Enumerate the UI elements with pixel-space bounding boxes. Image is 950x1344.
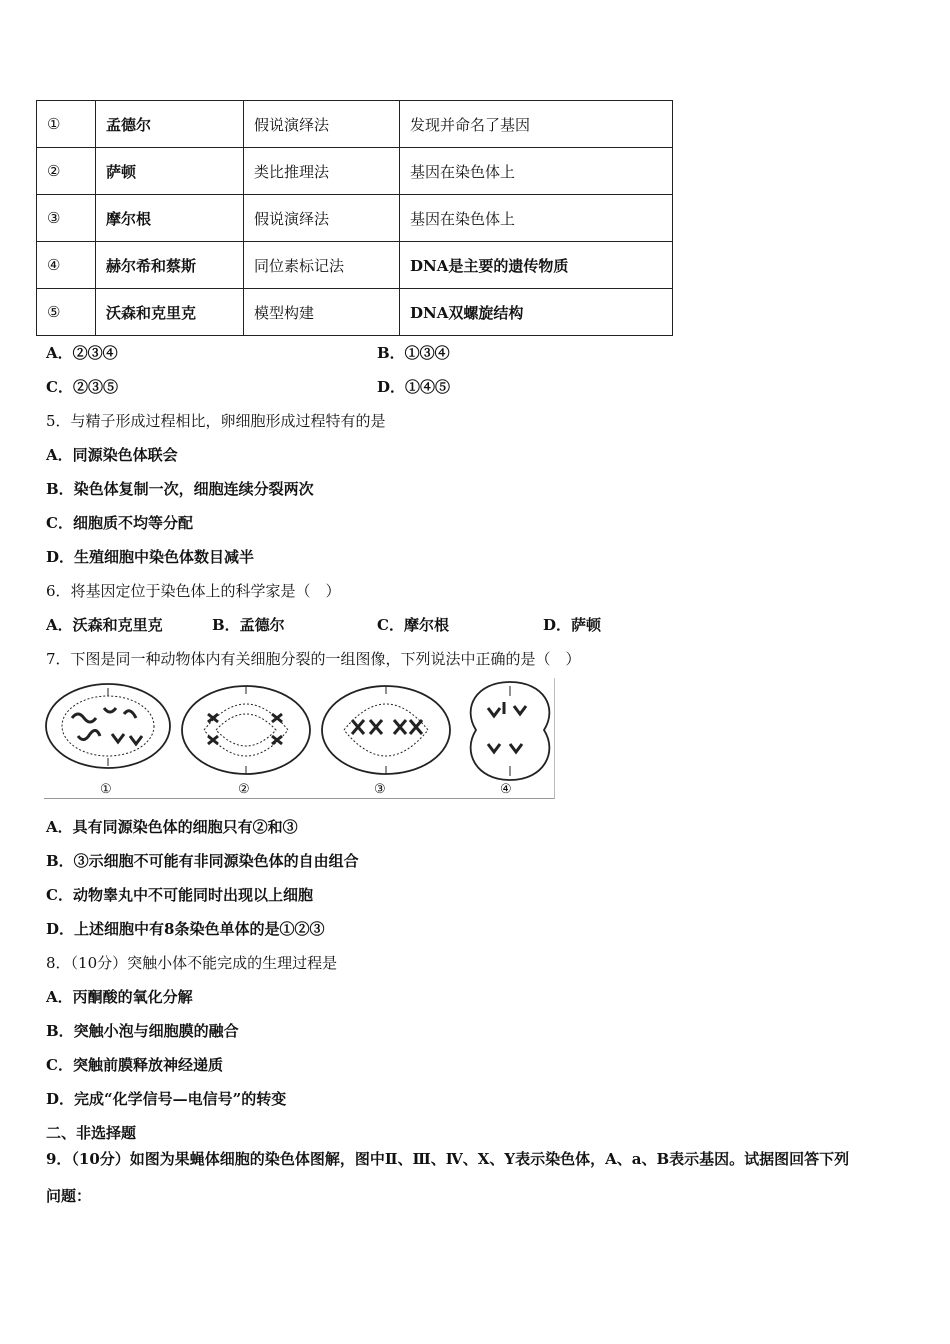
cell-3-drawing (322, 686, 450, 774)
q5-option-b: B．染色体复制一次，细胞连续分裂两次 (46, 480, 314, 498)
table-row (37, 289, 673, 336)
scientists-table (36, 100, 673, 336)
scientist: 摩尔根 (96, 195, 244, 242)
q4-option-d: D．①④⑤ (377, 378, 451, 396)
q4-option-c: C．②③⑤ (46, 378, 118, 396)
method: 同位素标记法 (244, 242, 400, 289)
q5-option-a: A．同源染色体联会 (46, 446, 178, 464)
table-row (37, 242, 673, 289)
q8-option-d: D．完成“化学信号—电信号”的转变 (46, 1090, 287, 1108)
q8-option-b: B．突触小泡与细胞膜的融合 (46, 1022, 239, 1040)
q9-stem-line1 (46, 1148, 849, 1169)
cell-division-figure (44, 678, 555, 799)
q5-stem: 5．与精子形成过程相比，卵细胞形成过程特有的是 (46, 412, 386, 430)
scientist: 萨顿 (96, 148, 244, 195)
table-row (37, 101, 673, 148)
method: 模型构建 (244, 289, 400, 336)
row-number: ② (37, 148, 96, 195)
row-number: ⑤ (37, 289, 96, 336)
q6-option-d: D．萨顿 (543, 616, 602, 634)
q5-option-c: C．细胞质不均等分配 (46, 514, 193, 532)
scientist: 赫尔希和蔡斯 (96, 242, 244, 289)
conclusion: 发现并命名了基因 (400, 101, 673, 148)
q6-option-a: A．沃森和克里克 (46, 616, 163, 634)
cell-4-drawing (471, 682, 550, 780)
q4-option-a: A．②③④ (46, 344, 118, 362)
q8-stem: 8．（10分）突触小体不能完成的生理过程是 (46, 954, 338, 972)
q6-option-b: B．孟德尔 (212, 616, 285, 634)
q9-stem-line2: 问题： (46, 1187, 92, 1205)
q6-option-c: C．摩尔根 (377, 616, 449, 634)
conclusion: 基因在染色体上 (400, 195, 673, 242)
q7-option-d: D．上述细胞中有8条染色单体的是①②③ (46, 920, 325, 938)
cell-label-3: ③ (374, 782, 386, 797)
q5-option-d: D．生殖细胞中染色体数目减半 (46, 548, 255, 566)
method: 类比推理法 (244, 148, 400, 195)
q4-option-b: B．①③④ (377, 344, 450, 362)
method: 假说演绎法 (244, 195, 400, 242)
method: 假说演绎法 (244, 101, 400, 148)
section-heading: 二、非选择题 (46, 1124, 137, 1142)
cell-label-2: ② (238, 782, 250, 797)
scientist: 孟德尔 (96, 101, 244, 148)
table-row (37, 195, 673, 242)
q7-option-c: C．动物睾丸中不可能同时出现以上细胞 (46, 886, 313, 904)
cell-label-1: ① (100, 782, 112, 797)
q8-option-a: A．丙酮酸的氧化分解 (46, 988, 193, 1006)
q9-stem-text: 9．（10分）如图为果蝇体细胞的染色体图解，图中Ⅱ、Ⅲ、Ⅳ、X、Y表示染色体，A、a、B表示基因。试据图回答下列 (46, 1150, 850, 1168)
cell-division-drawing (44, 678, 554, 798)
scientist: 沃森和克里克 (96, 289, 244, 336)
q8-option-c: C．突触前膜释放神经递质 (46, 1056, 223, 1074)
q6-stem: 6．将基因定位于染色体上的科学家是（ ） (46, 582, 341, 600)
q7-option-a: A．具有同源染色体的细胞只有②和③ (46, 818, 298, 836)
row-number: ③ (37, 195, 96, 242)
conclusion: DNA是主要的遗传物质 (400, 242, 673, 289)
q7-stem: 7．下图是同一种动物体内有关细胞分裂的一组图像，下列说法中正确的是（ ） (46, 650, 581, 668)
q7-option-b: B．③示细胞不可能有非同源染色体的自由组合 (46, 852, 359, 870)
conclusion: DNA双螺旋结构 (400, 289, 673, 336)
conclusion: 基因在染色体上 (400, 148, 673, 195)
row-number: ① (37, 101, 96, 148)
table-row (37, 148, 673, 195)
cell-label-4: ④ (500, 782, 512, 797)
cell-1-drawing (46, 684, 170, 768)
cell-2-drawing (182, 686, 310, 774)
row-number: ④ (37, 242, 96, 289)
